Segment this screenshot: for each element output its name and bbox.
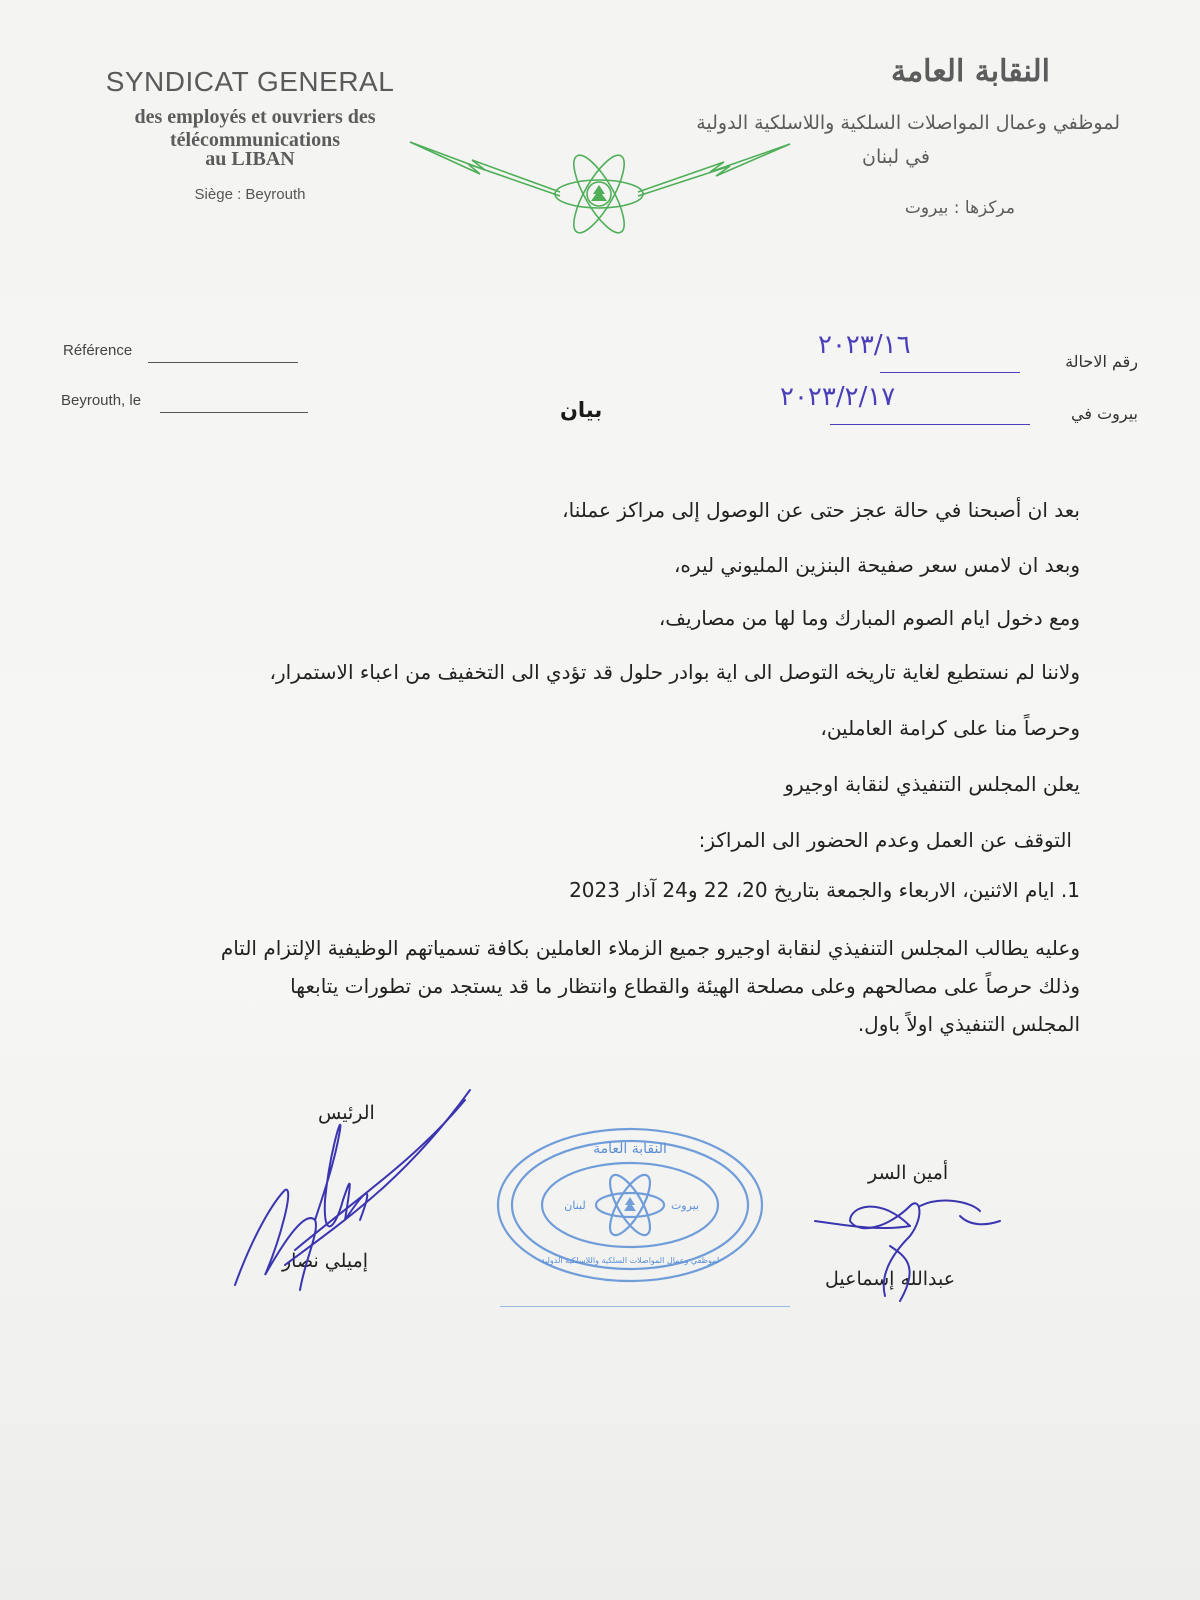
body-line: 1. ايام الاثنين، الاربعاء والجمعة بتاريخ 20، 22 و24 آذار 2023 [569, 878, 1080, 902]
ar-org-seat: مركزها : بيروت [904, 198, 1015, 218]
stamp-city-text: بيروت [670, 1199, 700, 1212]
reference-label: Référence [63, 342, 133, 359]
stamp-bottom-text: لموظفي وعمال المواصلات السلكية واللاسلكية الدولية [540, 1256, 720, 1265]
body-line: وعليه يطالب المجلس التنفيذي لنقابة اوجيرو جميع الزملاء العاملين بكافة تسمياتهم الوظيفية الإلتزام التام [220, 936, 1080, 960]
ar-org-subtitle: لموظفي وعمال المواصلات السلكية واللاسلكية الدولية [696, 112, 1120, 134]
reference-line [148, 362, 298, 363]
president-title: الرئيس [318, 1102, 375, 1124]
secretary-name: عبدالله إسماعيل [825, 1268, 956, 1290]
handwritten-date-underline [830, 424, 1030, 425]
ar-reference-label: رقم الاحالة [1065, 352, 1138, 371]
handwritten-date-value: ٢٠٢٣/٢/١٧ [780, 382, 896, 412]
ar-org-title: النقابة العامة [891, 54, 1050, 89]
date-line [160, 412, 308, 413]
body-line: المجلس التنفيذي اولاً باول. [857, 1012, 1080, 1036]
fr-org-country: au LIBAN [205, 148, 295, 170]
ar-org-country: في لبنان [862, 146, 930, 168]
date-label: Beyrouth, le [61, 392, 142, 409]
official-stamp [495, 1125, 765, 1285]
president-signature [225, 1090, 475, 1300]
stamp-baseline [500, 1306, 790, 1307]
union-emblem-icon [410, 130, 790, 240]
body-line: وذلك حرصاً على مصالحهم وعلى مصلحة الهيئة والقطاع وانتظار ما قد يستجد من تطورات يتابعها [290, 974, 1080, 998]
president-name: إميلي نصار [282, 1250, 369, 1272]
body-line: ولاننا لم نستطيع لغاية تاريخه التوصل الى اية بوادر حلول قد تؤدي الى التخفيف من اعباء الاستمرار، [269, 660, 1080, 684]
handwritten-reference-value: ٢٠٢٣/١٦ [818, 330, 911, 360]
statement-heading: بيان [560, 398, 603, 422]
body-line: ومع دخول ايام الصوم المبارك وما لها من مصاريف، [658, 606, 1080, 630]
fr-org-title: SYNDICAT GENERAL [105, 66, 395, 97]
body-line: وبعد ان لامس سعر صفيحة البنزين المليوني ليره، [673, 553, 1080, 577]
stamp-country-text: لبنان [564, 1199, 586, 1212]
fr-org-seat: Siège : Beyrouth [194, 186, 306, 203]
body-line: وحرصاً منا على كرامة العاملين، [820, 716, 1080, 740]
body-line: يعلن المجلس التنفيذي لنقابة اوجيرو [784, 772, 1080, 796]
secretary-title: أمين السر [868, 1162, 949, 1184]
ar-date-label: بيروت في [1071, 404, 1138, 423]
body-line: التوقف عن العمل وعدم الحضور الى المراكز: [698, 828, 1072, 852]
stamp-top-text: النقابة العامة [593, 1141, 667, 1157]
handwritten-reference-underline [880, 372, 1020, 373]
body-line: بعد ان أصبحنا في حالة عجز حتى عن الوصول إلى مراكز عملنا، [562, 498, 1080, 522]
fr-org-subtitle: des employés et ouvriers des télécommunications [134, 106, 376, 151]
secretary-signature [810, 1186, 1010, 1306]
